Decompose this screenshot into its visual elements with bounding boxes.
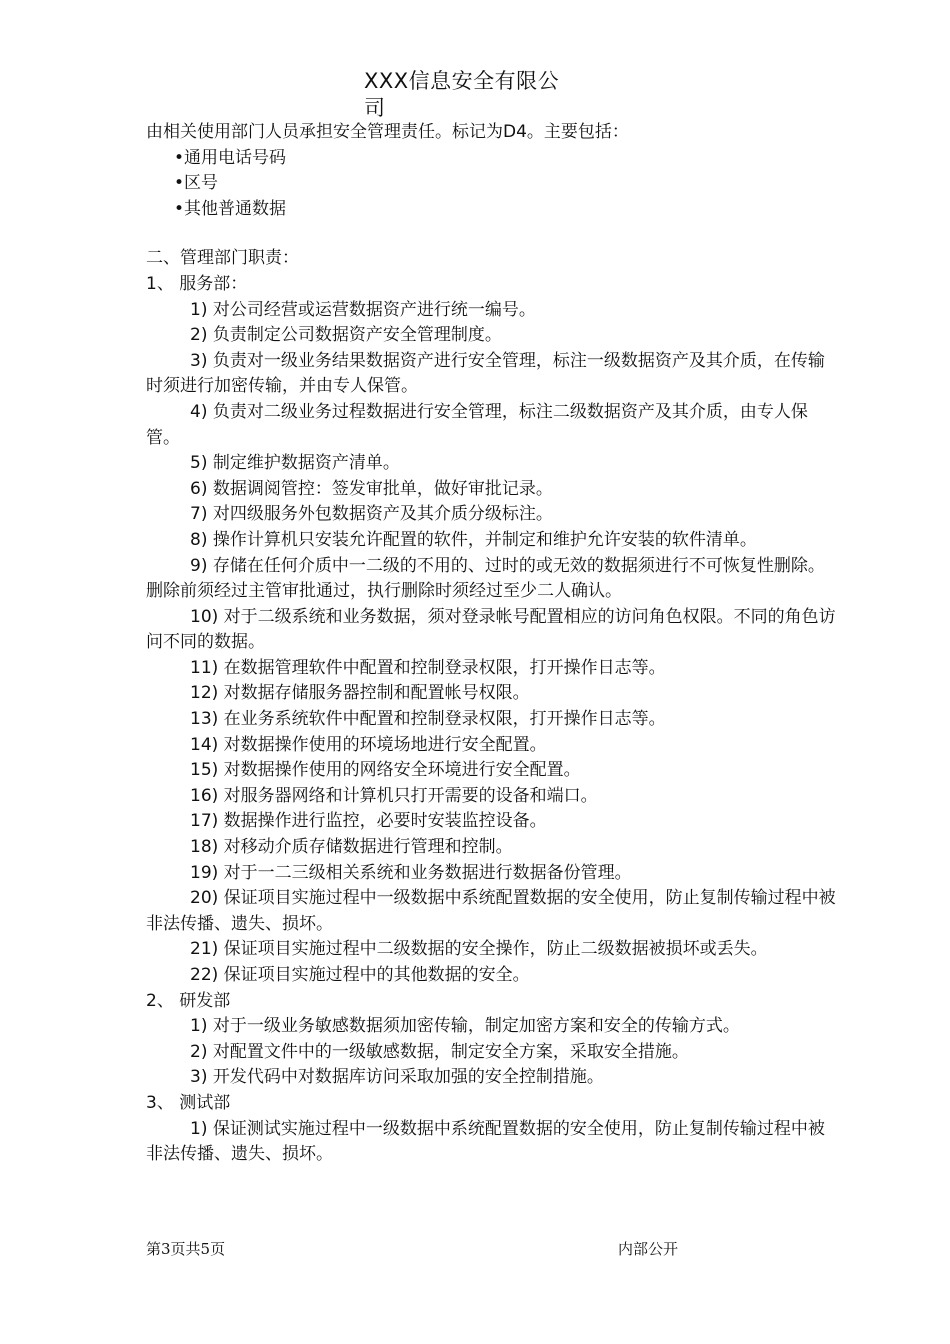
list-item: 1) 对公司经营或运营数据资产进行统一编号。 <box>190 299 536 320</box>
list-item: 2) 负责制定公司数据资产安全管理制度。 <box>190 325 502 346</box>
list-item: 20) 保证项目实施过程中一级数据中系统配置数据的安全使用，防止复制传输过程中被非法传播、遗失、损坏。 <box>146 888 836 934</box>
page-number: 第3页共5页 <box>146 1240 226 1258</box>
list-item: 14) 对数据操作使用的环境场地进行安全配置。 <box>190 734 547 755</box>
list-item: 1) 保证测试实施过程中一级数据中系统配置数据的安全使用，防止复制传输过程中被非法传播、遗失、损坏。 <box>146 1118 825 1165</box>
list-item: 18) 对移动介质存储数据进行管理和控制。 <box>190 837 513 858</box>
bullet-item: •区号 <box>174 173 219 194</box>
header-title-line1: XXX信息安全有限公 <box>364 69 560 93</box>
intro-paragraph: 由相关使用部门人员承担安全管理责任。标记为D4。主要包括： <box>146 122 629 142</box>
page-header <box>364 68 584 122</box>
section-title: 二、管理部门职责： <box>146 248 299 269</box>
list-item: 4) 负责对二级业务过程数据进行安全管理，标注二级数据资产及其介质，由专人保管。 <box>146 401 808 448</box>
list-item: 7) 对四级服务外包数据资产及其介质分级标注。 <box>190 504 553 525</box>
dept-title-service: 1、 服务部： <box>146 273 248 294</box>
list-item: 6) 数据调阅管控：签发审批单，做好审批记录。 <box>190 478 553 499</box>
header-title-line2: 司 <box>364 96 386 120</box>
list-item: 5) 制定维护数据资产清单。 <box>190 453 400 474</box>
list-item: 16) 对服务器网络和计算机只打开需要的设备和端口。 <box>190 785 598 806</box>
dept-title-rnd: 2、 研发部 <box>146 990 231 1011</box>
list-item: 2) 对配置文件中的一级敏感数据，制定安全方案，采取安全措施。 <box>190 1041 689 1062</box>
bullet-item: •通用电话号码 <box>174 147 287 168</box>
list-item: 3) 开发代码中对数据库访问采取加强的安全控制措施。 <box>190 1067 604 1088</box>
list-item: 8) 操作计算机只安装允许配置的软件，并制定和维护允许安装的软件清单。 <box>190 529 757 550</box>
classification-label: 内部公开 <box>618 1240 679 1258</box>
list-item: 9) 存储在任何介质中一二级的不用的、过时的或无效的数据须进行不可恢复性删除。删除前须经过主管审批通过，执行删除时须经过至少二人确认。 <box>146 555 825 602</box>
list-item: 10) 对于二级系统和业务数据，须对登录帐号配置相应的访问角色权限。不同的角色访问不同的数据。 <box>146 606 836 653</box>
list-item: 21) 保证项目实施过程中二级数据的安全操作，防止二级数据被损坏或丢失。 <box>190 939 768 960</box>
dept-title-testing: 3、 测试部 <box>146 1092 231 1113</box>
list-item: 13) 在业务系统软件中配置和控制登录权限，打开操作日志等。 <box>190 709 666 730</box>
list-item: 11) 在数据管理软件中配置和控制登录权限，打开操作日志等。 <box>190 657 666 678</box>
bullet-item: •其他普通数据 <box>174 198 287 219</box>
list-item: 1) 对于一级业务敏感数据须加密传输，制定加密方案和安全的传输方式。 <box>190 1016 740 1037</box>
list-item: 22) 保证项目实施过程中的其他数据的安全。 <box>190 965 530 985</box>
list-item: 19) 对于一二三级相关系统和业务数据进行数据备份管理。 <box>190 862 632 883</box>
list-item: 17) 数据操作进行监控，必要时安装监控设备。 <box>190 811 547 832</box>
list-item: 12) 对数据存储服务器控制和配置帐号权限。 <box>190 683 530 704</box>
list-item: 3) 负责对一级业务结果数据资产进行安全管理，标注一级数据资产及其介质，在传输时须进行加密传输，并由专人保管。 <box>146 350 825 397</box>
document-body <box>146 120 836 1168</box>
list-item: 15) 对数据操作使用的网络安全环境进行安全配置。 <box>190 760 581 781</box>
